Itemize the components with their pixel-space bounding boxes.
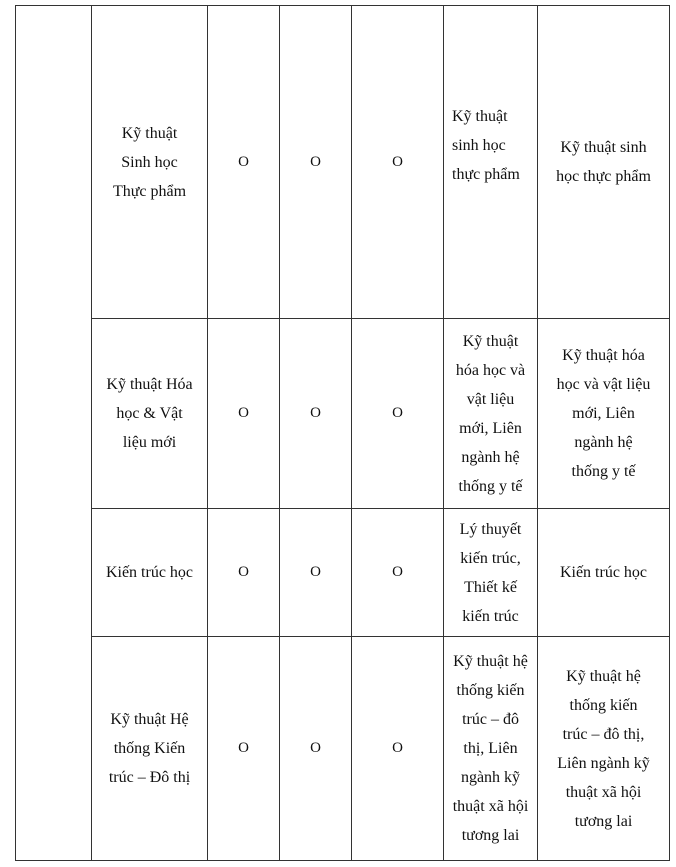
mark-cell: O bbox=[208, 509, 280, 637]
mark-cell: O bbox=[280, 319, 352, 509]
group-cell bbox=[16, 6, 92, 861]
mark-cell: O bbox=[352, 319, 444, 509]
mark-cell: O bbox=[208, 319, 280, 509]
table-row bbox=[16, 6, 670, 319]
mark-cell: O bbox=[280, 637, 352, 861]
mark-cell: O bbox=[352, 6, 444, 319]
table-row bbox=[16, 509, 670, 637]
table-row bbox=[16, 319, 670, 509]
program-cell: Kỹ thuật sinh học thực phẩm bbox=[444, 6, 538, 319]
mark-cell: O bbox=[208, 6, 280, 319]
dept-cell: Kỹ thuật sinh học thực phẩm bbox=[538, 6, 670, 319]
mark-cell: O bbox=[352, 637, 444, 861]
dept-cell: Kiến trúc học bbox=[538, 509, 670, 637]
mark-cell: O bbox=[352, 509, 444, 637]
major-cell: Kỹ thuật Sinh học Thực phẩm bbox=[92, 6, 208, 319]
major-cell: Kiến trúc học bbox=[92, 509, 208, 637]
program-cell: Lý thuyết kiến trúc, Thiết kế kiến trúc bbox=[444, 509, 538, 637]
mark-cell: O bbox=[280, 6, 352, 319]
mark-cell: O bbox=[208, 637, 280, 861]
program-cell: Kỹ thuật hệ thống kiến trúc – đô thị, Liên ngành kỹ thuật xã hội tương lai bbox=[444, 637, 538, 861]
major-cell: Kỹ thuật Hóa học & Vật liệu mới bbox=[92, 319, 208, 509]
program-table bbox=[15, 5, 670, 861]
dept-cell: Kỹ thuật hệ thống kiến trúc – đô thị, Liên ngành kỹ thuật xã hội tương lai bbox=[538, 637, 670, 861]
table-row bbox=[16, 637, 670, 861]
program-cell: Kỹ thuật hóa học và vật liệu mới, Liên ngành hệ thống y tế bbox=[444, 319, 538, 509]
major-cell: Kỹ thuật Hệ thống Kiến trúc – Đô thị bbox=[92, 637, 208, 861]
dept-cell: Kỹ thuật hóa học và vật liệu mới, Liên ngành hệ thống y tế bbox=[538, 319, 670, 509]
mark-cell: O bbox=[280, 509, 352, 637]
